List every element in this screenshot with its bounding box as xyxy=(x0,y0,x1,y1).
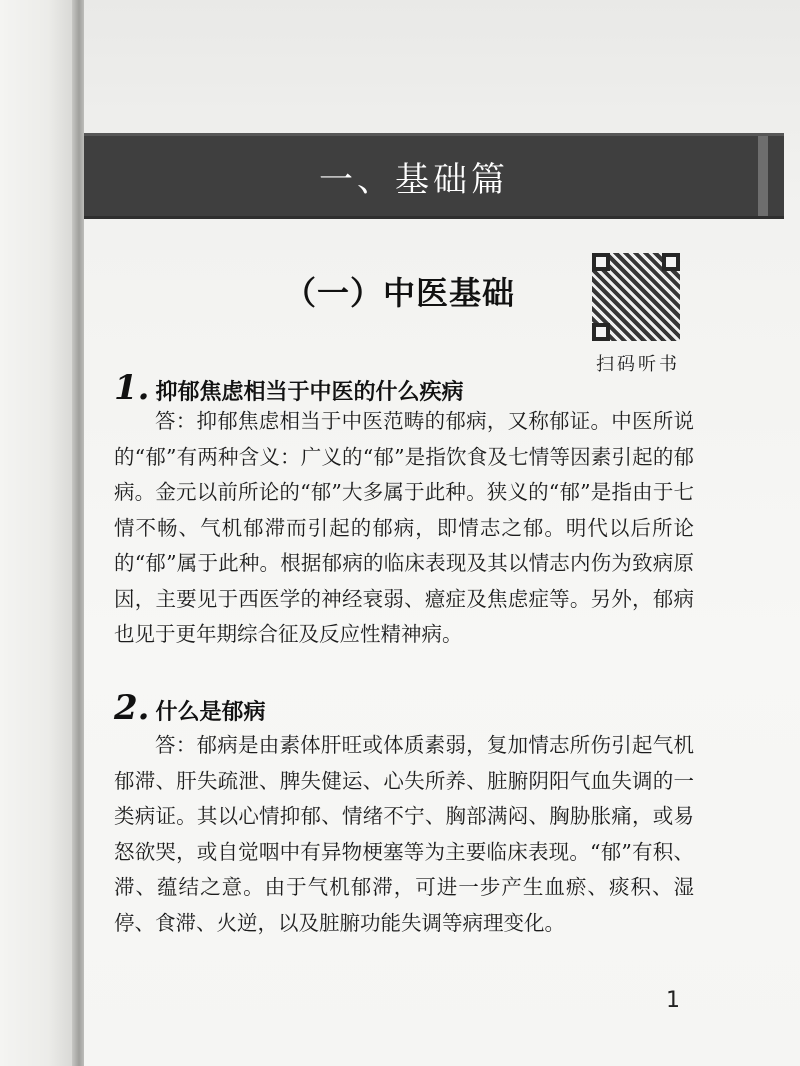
section-title: （一）中医基础 xyxy=(284,274,516,312)
answer-paragraph-1: 答：抑郁焦虑相当于中医范畴的郁病，又称郁证。中医所说的“郁”有两种含义：广义的“郁”是指饮食及七情等因素引起的郁病。金元以前所论的“郁”大多属于此种。狭义的“郁”是指由于七情不畅、气机郁滞而引起的郁病，即情志之郁。明代以后所论的“郁”属于此种。根据郁病的临床表现及其以情志内伤为致病原因，主要见于西医学的神经衰弱、癔症及焦虑症等。另外，郁病也见于更年期综合征及反应性精神病。 xyxy=(114,409,694,646)
qr-label: 扫码听书 xyxy=(596,354,680,375)
chapter-header-band xyxy=(84,133,784,219)
qr-code-icon[interactable] xyxy=(592,253,680,341)
book-page xyxy=(84,0,800,1066)
question-number: 1. xyxy=(114,368,150,408)
page-number: 1 xyxy=(666,988,680,1013)
answer-paragraph-2: 答：郁病是由素体肝旺或体质素弱，复加情志所伤引起气机郁滞、肝失疏泄、脾失健运、心失所养、脏腑阴阳气血失调的一类病证。其以心情抑郁、情绪不宁、胸部满闷、胸胁胀痛，或易怒欲哭，或自觉咽中有异物梗塞等为主要临床表现。“郁”有积、滞、蕴结之意。由于气机郁滞，可进一步产生血瘀、痰积、湿停、食滞、火逆，以及脏腑功能失调等病理变化。 xyxy=(114,733,694,935)
question-heading-2 xyxy=(114,688,266,728)
question-title: 什么是郁病 xyxy=(155,700,266,725)
question-heading-1 xyxy=(114,368,464,408)
left-page xyxy=(0,0,80,1066)
question-title: 抑郁焦虑相当于中医的什么疾病 xyxy=(155,380,464,405)
band-accent-stripe xyxy=(758,136,768,216)
question-number: 2. xyxy=(114,688,150,728)
chapter-title: 一、基础篇 xyxy=(319,159,509,200)
